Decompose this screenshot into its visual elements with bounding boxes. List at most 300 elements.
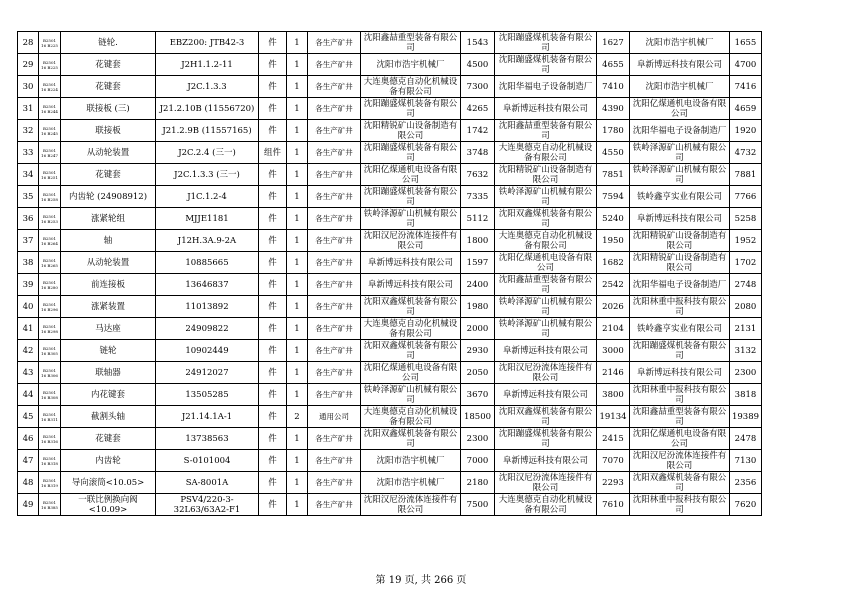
item-name: 轴 <box>61 230 156 252</box>
price-3: 3818 <box>730 384 762 406</box>
material-code: B2501 16 B265 <box>39 252 61 274</box>
row-number: 41 <box>18 318 39 340</box>
price-1: 7632 <box>461 164 495 186</box>
price-3: 7766 <box>730 186 762 208</box>
price-2: 4390 <box>597 98 630 120</box>
department: 各生产矿井 <box>308 428 361 450</box>
unit: 件 <box>259 120 287 142</box>
material-code: B2501 16 B253 <box>39 208 61 230</box>
supplier-1: 沈阳蹦盛煤机装备有限公司 <box>361 142 461 164</box>
quantity: 1 <box>287 428 308 450</box>
table-row <box>18 120 762 142</box>
price-2: 2104 <box>597 318 630 340</box>
item-spec: 10902449 <box>156 340 259 362</box>
item-name: 花键套 <box>61 164 156 186</box>
price-2: 1780 <box>597 120 630 142</box>
item-name: 涨紧轮组 <box>61 208 156 230</box>
unit: 件 <box>259 164 287 186</box>
item-spec: J21.2.10B (11556720) <box>156 98 259 120</box>
supplier-1: 阜新博远科技有限公司 <box>361 252 461 274</box>
item-name: 联接板 <box>61 120 156 142</box>
item-spec: J12H.3A.9-2A <box>156 230 259 252</box>
supplier-3: 沈阳华福电子设备制造厂 <box>630 120 730 142</box>
unit: 件 <box>259 54 287 76</box>
price-1: 1597 <box>461 252 495 274</box>
quantity: 1 <box>287 494 308 516</box>
price-3: 1655 <box>730 32 762 54</box>
table-row <box>18 340 762 362</box>
department: 各生产矿井 <box>308 142 361 164</box>
price-3: 1952 <box>730 230 762 252</box>
table-row <box>18 230 762 252</box>
supplier-2: 沈阳亿煤通机电设备有限公司 <box>495 252 597 274</box>
supplier-2: 沈阳汉尼汾流体连接件有限公司 <box>495 362 597 384</box>
price-3: 2748 <box>730 274 762 296</box>
department: 各生产矿井 <box>308 54 361 76</box>
supplier-1: 大连奥德克自动化机械设备有限公司 <box>361 318 461 340</box>
supplier-1: 沈阳亿煤通机电设备有限公司 <box>361 362 461 384</box>
supplier-2: 沈阳鑫喆重型装备有限公司 <box>495 120 597 142</box>
price-2: 1950 <box>597 230 630 252</box>
price-3: 19389 <box>730 406 762 428</box>
row-number: 28 <box>18 32 39 54</box>
price-1: 7335 <box>461 186 495 208</box>
supplier-2: 沈阳华福电子设备制造厂 <box>495 76 597 98</box>
supplier-3: 阜新博远科技有限公司 <box>630 362 730 384</box>
supplier-2: 阜新博远科技有限公司 <box>495 384 597 406</box>
department: 各生产矿井 <box>308 362 361 384</box>
supplier-3: 阜新博远科技有限公司 <box>630 208 730 230</box>
price-3: 2080 <box>730 296 762 318</box>
department: 各生产矿井 <box>308 252 361 274</box>
material-code: B2501 16 B258 <box>39 186 61 208</box>
supplier-2: 阜新博远科技有限公司 <box>495 340 597 362</box>
item-spec: SA-8001A <box>156 472 259 494</box>
unit: 件 <box>259 362 287 384</box>
price-2: 7410 <box>597 76 630 98</box>
item-name: 花键套 <box>61 428 156 450</box>
item-spec: 13646837 <box>156 274 259 296</box>
table-row <box>18 186 762 208</box>
supplier-3: 铁岭鑫亨实业有限公司 <box>630 186 730 208</box>
supplier-2: 铁岭泽源矿山机械有限公司 <box>495 296 597 318</box>
price-1: 7500 <box>461 494 495 516</box>
row-number: 37 <box>18 230 39 252</box>
price-3: 2300 <box>730 362 762 384</box>
supplier-3: 沈阳精锐矿山设备制造有限公司 <box>630 230 730 252</box>
price-2: 7594 <box>597 186 630 208</box>
quantity: 1 <box>287 274 308 296</box>
supplier-1: 沈阳精锐矿山设备制造有限公司 <box>361 120 461 142</box>
material-code: B2501 16 B245 <box>39 120 61 142</box>
quantity: 2 <box>287 406 308 428</box>
table-row <box>18 472 762 494</box>
supplier-2: 铁岭泽源矿山机械有限公司 <box>495 318 597 340</box>
price-2: 5240 <box>597 208 630 230</box>
quantity: 1 <box>287 98 308 120</box>
item-name: 一联比例换向阀 <10.09> <box>61 494 156 516</box>
price-2: 2415 <box>597 428 630 450</box>
unit: 组件 <box>259 142 287 164</box>
quantity: 1 <box>287 76 308 98</box>
price-1: 7300 <box>461 76 495 98</box>
table-row <box>18 318 762 340</box>
row-number: 48 <box>18 472 39 494</box>
quantity: 1 <box>287 32 308 54</box>
unit: 件 <box>259 428 287 450</box>
department: 各生产矿井 <box>308 230 361 252</box>
item-spec: J2C.2.4 (三一) <box>156 142 259 164</box>
price-3: 4732 <box>730 142 762 164</box>
department: 各生产矿井 <box>308 76 361 98</box>
unit: 件 <box>259 494 287 516</box>
supplier-2: 沈阳汉尼汾流体连接件有限公司 <box>495 472 597 494</box>
price-1: 1742 <box>461 120 495 142</box>
quantity: 1 <box>287 252 308 274</box>
table-row <box>18 76 762 98</box>
supplier-3: 沈阳市浩宇机械厂 <box>630 32 730 54</box>
price-2: 19134 <box>597 406 630 428</box>
supplier-2: 沈阳精锐矿山设备制造有限公司 <box>495 164 597 186</box>
supplier-3: 沈阳亿煤通机电设备有限公司 <box>630 428 730 450</box>
item-spec: 13505285 <box>156 384 259 406</box>
supplier-3: 沈阳蹦盛煤机装备有限公司 <box>630 340 730 362</box>
material-code: B2501 16 B225 <box>39 32 61 54</box>
supplier-1: 沈阳市浩宇机械厂 <box>361 54 461 76</box>
quantity: 1 <box>287 120 308 142</box>
supplier-1: 大连奥德克自动化机械设备有限公司 <box>361 76 461 98</box>
supplier-2: 沈阳双鑫煤机装备有限公司 <box>495 208 597 230</box>
price-2: 7610 <box>597 494 630 516</box>
price-3: 4700 <box>730 54 762 76</box>
item-spec: J2H1.1.2-11 <box>156 54 259 76</box>
material-code: B2501 16 B308 <box>39 384 61 406</box>
unit: 件 <box>259 208 287 230</box>
price-2: 7851 <box>597 164 630 186</box>
table-row <box>18 450 762 472</box>
table-row <box>18 54 762 76</box>
unit: 件 <box>259 274 287 296</box>
price-3: 2131 <box>730 318 762 340</box>
supplier-1: 沈阳汉尼汾流体连接件有限公司 <box>361 230 461 252</box>
supplier-1: 沈阳蹦盛煤机装备有限公司 <box>361 186 461 208</box>
supplier-1: 沈阳双鑫煤机装备有限公司 <box>361 428 461 450</box>
item-name: 前连接板 <box>61 274 156 296</box>
quantity: 1 <box>287 296 308 318</box>
quantity: 1 <box>287 208 308 230</box>
supplier-1: 沈阳双鑫煤机装备有限公司 <box>361 340 461 362</box>
quantity: 1 <box>287 230 308 252</box>
price-1: 2050 <box>461 362 495 384</box>
material-code: B2501 16 B225 <box>39 54 61 76</box>
row-number: 46 <box>18 428 39 450</box>
item-spec: J21.2.9B (11557165) <box>156 120 259 142</box>
unit: 件 <box>259 450 287 472</box>
unit: 件 <box>259 98 287 120</box>
supplier-2: 阜新博远科技有限公司 <box>495 450 597 472</box>
supplier-1: 沈阳双鑫煤机装备有限公司 <box>361 296 461 318</box>
supplier-1: 沈阳市浩宇机械厂 <box>361 450 461 472</box>
price-3: 7881 <box>730 164 762 186</box>
table-row <box>18 406 762 428</box>
table-row <box>18 384 762 406</box>
department: 各生产矿井 <box>308 186 361 208</box>
supplier-1: 沈阳亿煤通机电设备有限公司 <box>361 164 461 186</box>
price-1: 3748 <box>461 142 495 164</box>
supplier-3: 沈阳林重中报科技有限公司 <box>630 494 730 516</box>
price-1: 5112 <box>461 208 495 230</box>
price-2: 2293 <box>597 472 630 494</box>
table-row <box>18 164 762 186</box>
material-code: B2501 16 B318 <box>39 450 61 472</box>
quantity: 1 <box>287 142 308 164</box>
price-1: 1543 <box>461 32 495 54</box>
row-number: 38 <box>18 252 39 274</box>
department: 各生产矿井 <box>308 296 361 318</box>
price-1: 4265 <box>461 98 495 120</box>
table-row <box>18 296 762 318</box>
price-3: 4659 <box>730 98 762 120</box>
price-1: 18500 <box>461 406 495 428</box>
row-number: 33 <box>18 142 39 164</box>
item-spec: 24909822 <box>156 318 259 340</box>
quantity: 1 <box>287 318 308 340</box>
quantity: 1 <box>287 472 308 494</box>
supplier-3: 沈阳双鑫煤机装备有限公司 <box>630 472 730 494</box>
row-number: 39 <box>18 274 39 296</box>
item-spec: S-0101004 <box>156 450 259 472</box>
row-number: 49 <box>18 494 39 516</box>
unit: 件 <box>259 252 287 274</box>
table-row <box>18 252 762 274</box>
department: 各生产矿井 <box>308 450 361 472</box>
price-3: 3132 <box>730 340 762 362</box>
supplier-2: 铁岭泽源矿山机械有限公司 <box>495 186 597 208</box>
supplier-2: 沈阳鑫喆重型装备有限公司 <box>495 274 597 296</box>
supplier-1: 阜新博远科技有限公司 <box>361 274 461 296</box>
item-name: 链轮. <box>61 32 156 54</box>
department: 各生产矿井 <box>308 384 361 406</box>
supplier-1: 沈阳鑫喆重型装备有限公司 <box>361 32 461 54</box>
row-number: 44 <box>18 384 39 406</box>
department: 各生产矿井 <box>308 494 361 516</box>
supplier-3: 沈阳林重中报科技有限公司 <box>630 296 730 318</box>
quantity: 1 <box>287 164 308 186</box>
price-3: 5258 <box>730 208 762 230</box>
row-number: 35 <box>18 186 39 208</box>
price-2: 4655 <box>597 54 630 76</box>
supplier-2: 大连奥德克自动化机械设备有限公司 <box>495 142 597 164</box>
row-number: 31 <box>18 98 39 120</box>
item-name: 从动轮装置 <box>61 252 156 274</box>
row-number: 36 <box>18 208 39 230</box>
row-number: 34 <box>18 164 39 186</box>
price-3: 2356 <box>730 472 762 494</box>
price-3: 2478 <box>730 428 762 450</box>
supplier-3: 沈阳市浩宇机械厂 <box>630 76 730 98</box>
department: 各生产矿井 <box>308 274 361 296</box>
price-3: 7416 <box>730 76 762 98</box>
unit: 件 <box>259 32 287 54</box>
row-number: 29 <box>18 54 39 76</box>
price-2: 2146 <box>597 362 630 384</box>
supplier-3: 沈阳华福电子设备制造厂 <box>630 274 730 296</box>
material-code: B2501 16 B224 <box>39 76 61 98</box>
item-spec: J2C.1.3.3 (三一) <box>156 164 259 186</box>
price-1: 4500 <box>461 54 495 76</box>
price-3: 1920 <box>730 120 762 142</box>
quantity: 1 <box>287 384 308 406</box>
unit: 件 <box>259 472 287 494</box>
item-spec: 24912027 <box>156 362 259 384</box>
supplier-3: 铁岭泽源矿山机械有限公司 <box>630 142 730 164</box>
item-spec: MJJE1181 <box>156 208 259 230</box>
item-spec: J2C.1.3.3 <box>156 76 259 98</box>
row-number: 47 <box>18 450 39 472</box>
item-name: 马达座 <box>61 318 156 340</box>
quantity: 1 <box>287 450 308 472</box>
unit: 件 <box>259 384 287 406</box>
item-name: 涨紧装置 <box>61 296 156 318</box>
supplier-3: 沈阳汉尼汾流体连接件有限公司 <box>630 450 730 472</box>
department: 各生产矿井 <box>308 164 361 186</box>
material-code: B2501 16 B305 <box>39 340 61 362</box>
item-name: 截割头轴 <box>61 406 156 428</box>
item-name: 从动轮装置 <box>61 142 156 164</box>
item-name: 导向滚筒<10.05> <box>61 472 156 494</box>
price-2: 3000 <box>597 340 630 362</box>
price-2: 1627 <box>597 32 630 54</box>
supplier-3: 铁岭泽源矿山机械有限公司 <box>630 164 730 186</box>
material-code: B2501 16 B385 <box>39 494 61 516</box>
item-spec: J21.14.1A-1 <box>156 406 259 428</box>
unit: 件 <box>259 318 287 340</box>
supplier-2: 沈阳蹦盛煤机装备有限公司 <box>495 32 597 54</box>
price-2: 3800 <box>597 384 630 406</box>
table-row <box>18 32 762 54</box>
department: 各生产矿井 <box>308 98 361 120</box>
table-row <box>18 142 762 164</box>
price-2: 2026 <box>597 296 630 318</box>
price-1: 2180 <box>461 472 495 494</box>
supplier-3: 铁岭鑫亨实业有限公司 <box>630 318 730 340</box>
material-code: B2501 16 B247 <box>39 142 61 164</box>
item-spec: J1C.1.2-4 <box>156 186 259 208</box>
item-name: 内花键套 <box>61 384 156 406</box>
item-spec: 10885665 <box>156 252 259 274</box>
supplier-2: 沈阳双鑫煤机装备有限公司 <box>495 406 597 428</box>
table-row <box>18 98 762 120</box>
material-code: B2501 16 B311 <box>39 406 61 428</box>
item-spec: PSV4/220-3-32L63/63A2-F1 <box>156 494 259 516</box>
price-3: 7620 <box>730 494 762 516</box>
unit: 件 <box>259 186 287 208</box>
table-row <box>18 208 762 230</box>
page-number: 第 19 页, 共 266 页 <box>375 575 467 586</box>
material-code: B2501 16 B244 <box>39 98 61 120</box>
unit: 件 <box>259 296 287 318</box>
department: 各生产矿井 <box>308 472 361 494</box>
supplier-1: 铁岭泽源矿山机械有限公司 <box>361 384 461 406</box>
price-table <box>17 31 762 516</box>
item-spec: EBZ200: JTB42-3 <box>156 32 259 54</box>
item-spec: 11013892 <box>156 296 259 318</box>
item-name: 花键套 <box>61 54 156 76</box>
item-name: 内齿轮 (24908912) <box>61 186 156 208</box>
supplier-3: 沈阳亿煤通机电设备有限公司 <box>630 98 730 120</box>
table-row <box>18 428 762 450</box>
table-row <box>18 494 762 516</box>
department: 各生产矿井 <box>308 208 361 230</box>
price-1: 2000 <box>461 318 495 340</box>
supplier-1: 沈阳蹦盛煤机装备有限公司 <box>361 98 461 120</box>
supplier-2: 大连奥德克自动化机械设备有限公司 <box>495 494 597 516</box>
price-1: 2930 <box>461 340 495 362</box>
row-number: 30 <box>18 76 39 98</box>
material-code: B2501 16 B280 <box>39 274 61 296</box>
supplier-1: 沈阳市浩宇机械厂 <box>361 472 461 494</box>
item-name: 花键套 <box>61 76 156 98</box>
price-3: 7130 <box>730 450 762 472</box>
price-1: 3670 <box>461 384 495 406</box>
row-number: 32 <box>18 120 39 142</box>
row-number: 42 <box>18 340 39 362</box>
supplier-1: 大连奥德克自动化机械设备有限公司 <box>361 406 461 428</box>
row-number: 43 <box>18 362 39 384</box>
quantity: 1 <box>287 362 308 384</box>
price-1: 1980 <box>461 296 495 318</box>
table-body <box>18 32 762 516</box>
supplier-2: 沈阳蹦盛煤机装备有限公司 <box>495 428 597 450</box>
item-name: 内齿轮 <box>61 450 156 472</box>
supplier-2: 阜新博远科技有限公司 <box>495 98 597 120</box>
price-2: 7070 <box>597 450 630 472</box>
material-code: B2501 16 B264 <box>39 230 61 252</box>
price-2: 4550 <box>597 142 630 164</box>
supplier-2: 大连奥德克自动化机械设备有限公司 <box>495 230 597 252</box>
row-number: 45 <box>18 406 39 428</box>
unit: 件 <box>259 340 287 362</box>
price-1: 2300 <box>461 428 495 450</box>
item-spec: 13738563 <box>156 428 259 450</box>
unit: 件 <box>259 406 287 428</box>
unit: 件 <box>259 76 287 98</box>
price-3: 1702 <box>730 252 762 274</box>
supplier-2: 沈阳蹦盛煤机装备有限公司 <box>495 54 597 76</box>
price-1: 7000 <box>461 450 495 472</box>
material-code: B2501 16 B306 <box>39 362 61 384</box>
material-code: B2501 16 B316 <box>39 428 61 450</box>
price-1: 2400 <box>461 274 495 296</box>
unit: 件 <box>259 230 287 252</box>
supplier-1: 铁岭泽源矿山机械有限公司 <box>361 208 461 230</box>
supplier-1: 沈阳汉尼汾流体连接件有限公司 <box>361 494 461 516</box>
department: 各生产矿井 <box>308 32 361 54</box>
quantity: 1 <box>287 340 308 362</box>
material-code: B2501 16 B319 <box>39 472 61 494</box>
supplier-3: 沈阳鑫喆重型装备有限公司 <box>630 406 730 428</box>
price-1: 1800 <box>461 230 495 252</box>
material-code: B2501 16 B298 <box>39 318 61 340</box>
item-name: 联轴器 <box>61 362 156 384</box>
department: 各生产矿井 <box>308 318 361 340</box>
material-code: B2501 16 B251 <box>39 164 61 186</box>
department: 各生产矿井 <box>308 120 361 142</box>
price-2: 1682 <box>597 252 630 274</box>
supplier-3: 阜新博远科技有限公司 <box>630 54 730 76</box>
row-number: 40 <box>18 296 39 318</box>
department: 通用公司 <box>308 406 361 428</box>
